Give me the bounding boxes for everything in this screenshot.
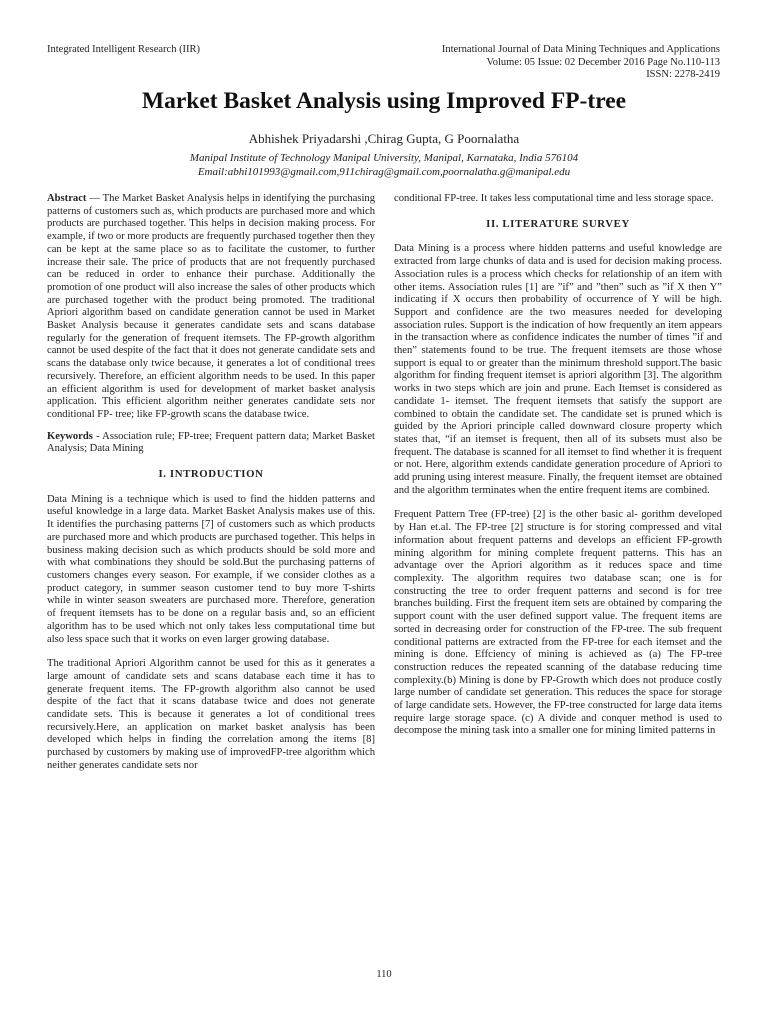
left-column [47, 193, 375, 785]
paper-affiliation: Manipal Institute of Technology Manipal University, Manipal, Karnataka, India 576104 [189, 152, 579, 164]
paper-email: Email:abhi101993@gmail.com,911chirag@gmail.com,poornalatha.g@manipal.edu [197, 166, 571, 178]
right-column [394, 193, 722, 750]
section-heading-literature-survey: II. LITERATURE SURVEY [486, 217, 630, 230]
keywords-text: - Association rule; FP-tree; Frequent pattern data; Market Basket Analysis; Data Mining [47, 430, 375, 455]
literature-paragraph-1: Data Mining is a process where hidden patterns and useful knowledge are extracted from large chunks of data and is used for decision making process. Association rules is a process which checks for relationship of an item with other items. Association rules [1] are ”if” and ”then” such as ”if X then Y” indicating if X occurs then probability of occurrence of Y will be high. Support and confidence are the two measures needed for developing association rules. Support is the indication of how frequently an item appears in the transaction where as confidence indicates the number of times ”if and then” statements found to be true. The frequent itemsets are those whose support is equal to or greater than the minimum threshold support.The basic algorithm for finding frequent itemset is apriori algorithm [3]. The algorithm works in two steps which are join and prune. Each Itemset is considered as candidate 1- itemset. The frequent itemsets that satisfy the support are combined to obtain the candidate set. The candidate set is pruned which is guided by the Apriori principle called downward closure property which states that, “if an itemset is frequent, then all of its subsets must also be frequent. The database is scanned for all itemset to find whether it is frequent or not. Here, algorithm extends candidate generation procedure of Apriori to add pruning using interest measure. Finally, the frequent itemset are obtained and the algorithm terminates when the entire frequent items are combined. [394, 243, 722, 496]
keywords [47, 431, 375, 456]
paper-title: Market Basket Analysis using Improved FP-tree [141, 88, 627, 114]
header-publisher: Integrated Intelligent Research (IIR) [47, 44, 201, 55]
header-issn: ISSN: 2278-2419 [646, 69, 720, 80]
intro-paragraph-1: Data Mining is a technique which is used to find the hidden patterns and useful knowledge in a large data. Market Basket Analysis makes use of this. It identifies the purchasing patterns [7] of customers such as which products are purchased more and which products are purchased together. This helps in business making decision such as which products should be sold more and with what combinations they should be sold.But the purchasing patterns of customers changes every season. For example, if we consider clothes as a product category, in summer season customer tend to buy more T-shirts while in winter season sweaters are purchased more. Therefore, generation of frequent itemsets has to be done on a regular basis and, so an efficient algorithm has to be used which not only takes less computational time but also less space such that it works on even larger growing database. [47, 493, 375, 645]
abstract-label: Abstract [47, 193, 87, 204]
paper-authors: Abhishek Priyadarshi ,Chirag Gupta, G Poornalatha [248, 131, 520, 146]
literature-paragraph-2: Frequent Pattern Tree (FP-tree) [2] is the other basic al- gorithm developed by Han et.al. The FP-tree [2] structure is for storing compressed and vital information about frequent patterns and develops an efficient FP-growth mining algorithm for mining complete frequent patterns. This has an advantage over the Apriori algorithm as it reduces space and time complexity. The algorithm requires two database scan; one is for constructing the tree to order frequent patterns and second is for tree branches building. First the frequent item sets are obtained by comparing the support count with the user defined support value. The frequent items are sorted in decreasing order for construction of the FP-tree. The sub frequent conditional patterns are extracted from the FP-tree for each itemset and the mining is done. Effciency of mining is achieved as (a) The FP-tree construction reduces the repeated scanning of the database reducing time complexity.(b) Mining is done by FP-Growth which does not produce costly large number of candidate set generation. This reduces the space for storage of large candidate sets. However, the FP-tree constructed for large data items require large storage space. (c) A divide and conquer method is used to decompose the mining task into a smaller one for mining limited patterns in [394, 509, 722, 737]
intro-paragraph-2: The traditional Apriori Algorithm cannot be used for this as it generates a large amount of candidate sets and scans database each time it has to generate frequent items. The FP-growth algorithm also cannot be used despite of the fact that it scans database twice and does not generate candidate sets. This is because it generates a lot of conditional trees recursively.Here, an application on market basket analysis has been developed which helps in finding the correlation among the items [8] purchased by customers by making use of improvedFP-tree algorithm which neither generates candidate sets nor [47, 658, 375, 771]
intro-paragraph-2-continued: conditional FP-tree. It takes less computational time and less storage space. [394, 193, 714, 204]
section-heading-introduction: I. INTRODUCTION [158, 468, 264, 481]
page-number: 110 [376, 969, 392, 980]
header-journal: International Journal of Data Mining Techniques and Applications [441, 44, 720, 55]
keywords-label: Keywords [47, 430, 93, 442]
header-journal-info [442, 44, 720, 82]
header-volume: Volume: 05 Issue: 02 December 2016 Page No.110-113 [486, 56, 720, 68]
abstract [47, 193, 375, 422]
abstract-text: — The Market Basket Analysis helps in identifying the purchasing patterns of customers such as, which products are purchased more and which products are purchased together. This helps in decision making process. For example, if two or more products are frequently purchased together then they can be kept at the same place so as to facilitate the customer, to further increase their sale. The price of products that are not frequently purchased can be reduced in order to enhance their purchase. Additionally the promotion of one product will also increase the sales of other products which are purchased together with the product being promoted. The traditional Apriori algorithm based on candidate generation cannot be used in Market Basket Analysis because it generates candidate sets and scans database regularly for the generation of frequent itemsets. The FP-growth algorithm cannot be used despite of the fact that it does not generate candidate sets and scans the database only twice because, it generates a lot of conditional trees recursively. Therefore, an efficient algorithm needs to be used. In this paper an efficient algorithm is used for development of market basket analysis application. This efficient algorithm neither generates candidate sets nor conditional FP- tree; like FP-growth scans the database twice. [47, 193, 375, 420]
